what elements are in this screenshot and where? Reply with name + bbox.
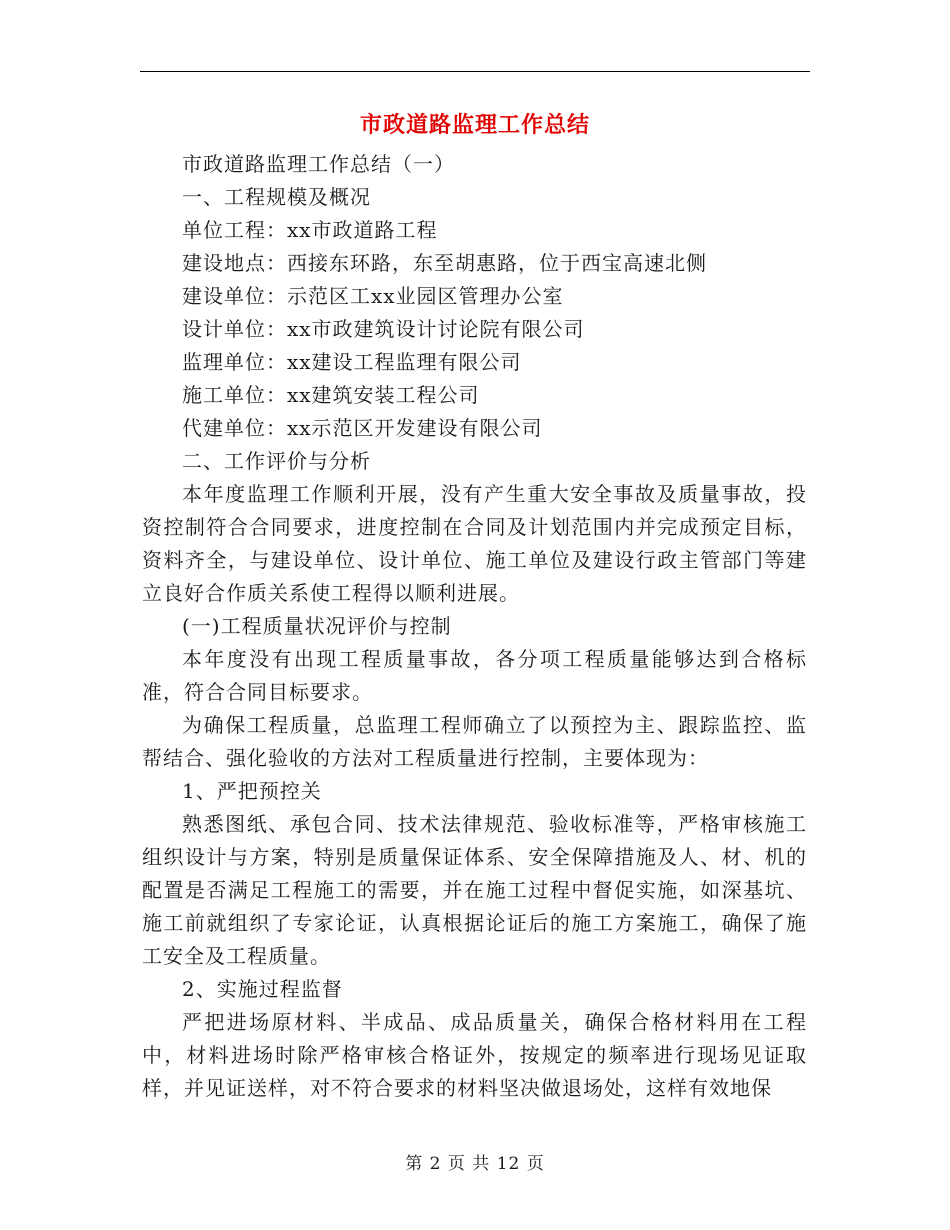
info-line-unit-project: 单位工程：xx市政道路工程: [182, 218, 438, 242]
body-paragraph: 严把进场原材料、半成品、成品质量关，确保合格材料用在工程中，材料进场时除严格审核合格证外，按规定的频率进行现场见证取样，并见证送样，对不符合要求的材料坚决做退场处，这样有效地保: [142, 1010, 807, 1100]
info-line-construction-unit: 建设单位：示范区工xx业园区管理办公室: [182, 284, 564, 308]
info-line-supervision-unit: 监理单位：xx建设工程监理有限公司: [182, 350, 522, 374]
subtitle-paragraph: 市政道路监理工作总结（一）: [182, 152, 455, 176]
subsection-heading: (一)工程质量状况评价与控制: [182, 614, 452, 638]
body-paragraph: 本年度没有出现工程质量事故，各分项工程质量能够达到合格标准，符合合同目标要求。: [142, 647, 807, 704]
body-paragraph: 熟悉图纸、承包合同、技术法律规范、验收标准等，严格审核施工组织设计与方案，特别是质量保证体系、安全保障措施及人、材、机的配置是否满足工程施工的需要，并在施工过程中督促实施，如深基坑、施工前就组织了专家论证，认真根据论证后的施工方案施工，确保了施工安全及工程质量。: [142, 812, 807, 968]
info-line-location: 建设地点：西接东环路，东至胡惠路，位于西宝高速北侧: [182, 251, 707, 275]
document-title: 市政道路监理工作总结: [359, 112, 590, 138]
document-body: [142, 148, 807, 1105]
info-line-design-unit: 设计单位：xx市政建筑设计讨论院有限公司: [182, 317, 585, 341]
header-rule: [140, 71, 810, 72]
item-heading: 2、实施过程监督: [182, 977, 343, 1001]
section-heading: 二、工作评价与分析: [182, 449, 371, 473]
info-line-builder-unit: 施工单位：xx建筑安装工程公司: [182, 383, 480, 407]
body-paragraph: 本年度监理工作顺利开展，没有产生重大安全事故及质量事故，投资控制符合合同要求，进度控制在合同及计划范围内并完成预定目标，资料齐全，与建设单位、设计单位、施工单位及建设行政主管部门等建立良好合作质关系使工程得以顺利进展。: [142, 482, 807, 605]
page-footer: 第 2 页 共 12 页: [405, 1154, 545, 1174]
body-paragraph: 为确保工程质量，总监理工程师确立了以预控为主、跟踪监控、监帮结合、强化验收的方法对工程质量进行控制，主要体现为：: [142, 713, 807, 770]
item-heading: 1、严把预控关: [182, 779, 322, 803]
info-line-agent-unit: 代建单位：xx示范区开发建设有限公司: [182, 416, 543, 440]
section-heading: 一、工程规模及概况: [182, 185, 371, 209]
